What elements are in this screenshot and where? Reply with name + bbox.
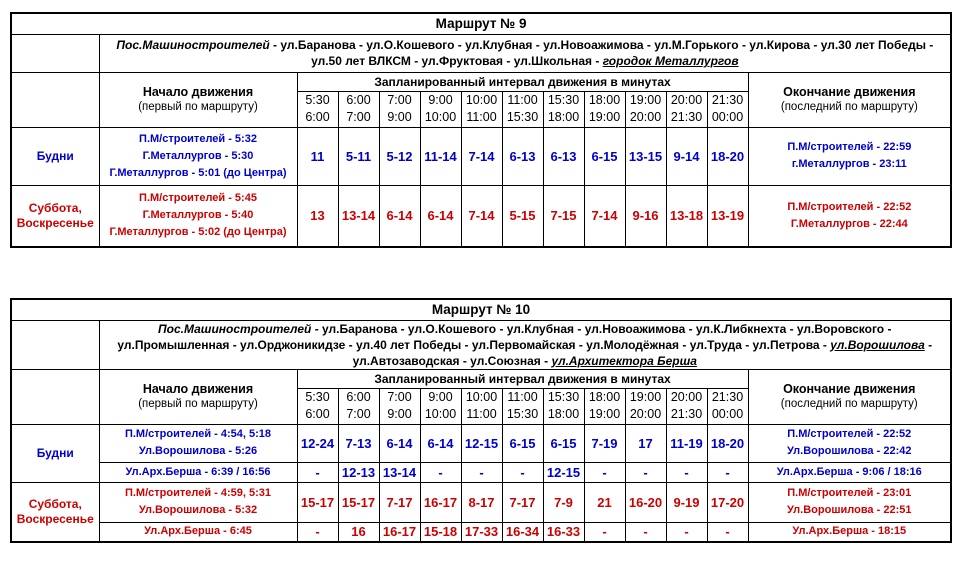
start-time-line: П.М/строителей - 5:32 — [139, 132, 257, 145]
interval-cell: 16-20 — [625, 482, 666, 522]
route-9-middle-streets: - ул.Баранова - ул.О.Кошевого - ул.Клубная - ул.Новоажимова - ул.М.Горького - ул.Кирова - ул.30 лет Победы - ул.50 лет ВЛКСМ - ул.Фруктовая - ул.Школьная - — [269, 38, 934, 68]
end-header-title: Окончание движения — [783, 382, 916, 396]
time-from: 7:00 — [387, 390, 412, 404]
weekend-end-times-bersha: Ул.Арх.Берша - 18:15 — [748, 522, 951, 542]
end-time-line: Ул.Ворошилова - 22:51 — [787, 504, 912, 516]
time-from: 10:00 — [465, 93, 498, 107]
interval-cell: 13-14 — [379, 462, 420, 482]
weekday-start-times — [99, 424, 297, 462]
interval-cell: - — [297, 522, 338, 542]
weekday-label: Будни — [11, 127, 99, 185]
end-header-title: Окончание движения — [783, 85, 916, 99]
route-9-description-row — [11, 34, 951, 72]
end-time-line: П.М/строителей - 22:52 — [787, 200, 912, 213]
time-from: 21:30 — [711, 93, 744, 107]
time-slot-header — [420, 388, 461, 424]
interval-cell: - — [707, 462, 748, 482]
weekday-end-times — [748, 127, 951, 185]
route-10-weekend-row-bersha — [11, 522, 951, 542]
interval-cell: 7-14 — [584, 185, 625, 247]
interval-cell: 6-14 — [420, 185, 461, 247]
start-time-line: Ул.Ворошилова - 5:26 — [138, 445, 258, 457]
time-slot-header — [584, 388, 625, 424]
time-slot-header — [666, 91, 707, 127]
interval-cell: - — [625, 462, 666, 482]
route-10-weekday-row-main — [11, 424, 951, 462]
time-from: 19:00 — [629, 390, 662, 404]
time-slot-header — [707, 91, 748, 127]
interval-cell: 9-16 — [625, 185, 666, 247]
route-9-weekday-row — [11, 127, 951, 185]
time-from: 15:30 — [547, 93, 580, 107]
route-10-start-point: Пос.Машиностроителей — [158, 321, 312, 336]
time-to: 9:00 — [387, 407, 412, 421]
weekday-end-times — [748, 424, 951, 462]
interval-cell: - — [461, 462, 502, 482]
interval-cell: 16-17 — [420, 482, 461, 522]
route-10-header-row — [11, 369, 951, 388]
interval-cell: 7-14 — [461, 127, 502, 185]
interval-cell: 6-15 — [543, 424, 584, 462]
time-slot-header — [461, 388, 502, 424]
interval-header: Запланированный интервал движения в минутах — [297, 369, 748, 388]
interval-cell: 7-13 — [338, 424, 379, 462]
time-slot-header — [420, 91, 461, 127]
time-to: 10:00 — [424, 407, 457, 421]
time-slot-header — [543, 91, 584, 127]
time-to: 00:00 — [711, 407, 744, 421]
interval-cell: 7-17 — [502, 482, 543, 522]
interval-cell: 11-14 — [420, 127, 461, 185]
interval-cell: 5-12 — [379, 127, 420, 185]
interval-cell: 21 — [584, 482, 625, 522]
interval-cell: 6-14 — [379, 424, 420, 462]
end-time-line: г.Металлургов - 23:11 — [791, 158, 907, 170]
interval-cell: 6-13 — [502, 127, 543, 185]
start-time-line: Г.Металлургов - 5:01 (до Центра) — [109, 166, 287, 179]
weekend-label-line: Воскресенье — [16, 215, 94, 230]
time-to: 00:00 — [711, 110, 744, 124]
interval-cell: 9-19 — [666, 482, 707, 522]
interval-cell: 12-15 — [461, 424, 502, 462]
start-time-line: П.М/строителей - 4:54, 5:18 — [124, 428, 272, 440]
interval-cell: 18-20 — [707, 127, 748, 185]
time-to: 9:00 — [387, 110, 412, 124]
interval-cell: 17 — [625, 424, 666, 462]
start-header-subtitle: (первый по маршруту) — [138, 101, 258, 113]
time-from: 5:30 — [305, 93, 330, 107]
weekend-label — [11, 482, 99, 542]
interval-cell: 17-20 — [707, 482, 748, 522]
end-time-line: П.М/строителей - 22:52 — [787, 428, 912, 440]
time-to: 20:00 — [629, 407, 662, 421]
weekend-end-times — [748, 185, 951, 247]
start-header-title: Начало движения — [142, 382, 254, 396]
time-from: 7:00 — [387, 93, 412, 107]
time-from: 20:00 — [670, 93, 703, 107]
route-9-end-point: городок Металлургов — [602, 54, 739, 68]
route-10-middle-streets: - ул.Баранова - ул.О.Кошевого - ул.Клубная - ул.Новоажимова - ул.К.Либкнехта - ул.Воровского - ул.Промышленная - ул.Орджоникидзе - ул.40 лет Победы - ул.Первомайская - ул.Молодёжная - ул.Труда - ул.Петрова - — [117, 321, 892, 352]
start-time-line: П.М/строителей - 5:45 — [139, 192, 257, 205]
interval-cell: 12-24 — [297, 424, 338, 462]
start-time-line: Г.Металлургов - 5:30 — [142, 149, 254, 162]
time-slot-header — [666, 388, 707, 424]
weekend-label-line: Суббота, — [28, 496, 82, 511]
time-to: 21:30 — [670, 110, 703, 124]
end-header-subtitle: (последний по маршруту) — [780, 398, 918, 410]
end-time-line: П.М/строителей - 22:59 — [787, 141, 912, 153]
interval-cell: - — [502, 462, 543, 482]
interval-cell: 9-14 — [666, 127, 707, 185]
interval-cell: 16 — [338, 522, 379, 542]
weekday-label: Будни — [11, 424, 99, 482]
route-10-title: Маршрут № 10 — [11, 299, 951, 320]
interval-cell: 17-33 — [461, 522, 502, 542]
time-from: 20:00 — [670, 390, 703, 404]
time-to: 11:00 — [466, 110, 497, 124]
interval-cell: 16-34 — [502, 522, 543, 542]
interval-cell: - — [666, 522, 707, 542]
time-to: 20:00 — [629, 110, 662, 124]
interval-cell: - — [625, 522, 666, 542]
start-time-line: П.М/строителей - 4:59, 5:31 — [124, 487, 272, 499]
route-10-description-row — [11, 320, 951, 369]
time-to: 15:30 — [506, 407, 539, 421]
time-slot-header — [502, 388, 543, 424]
route-10-weekday-row-bersha — [11, 462, 951, 482]
time-slot-header — [707, 388, 748, 424]
interval-cell: 11 — [297, 127, 338, 185]
time-from: 10:00 — [465, 390, 498, 404]
time-from: 21:30 — [711, 390, 744, 404]
time-slot-header — [502, 91, 543, 127]
interval-cell: 13-14 — [338, 185, 379, 247]
weekend-start-times-bersha: Ул.Арх.Берша - 6:45 — [99, 522, 297, 542]
interval-cell: 7-9 — [543, 482, 584, 522]
interval-cell: 7-19 — [584, 424, 625, 462]
time-from: 18:00 — [588, 390, 621, 404]
time-from: 19:00 — [629, 93, 662, 107]
start-header-subtitle: (первый по маршруту) — [138, 398, 258, 410]
time-slot-header — [338, 388, 379, 424]
route-9-title: Маршрут № 9 — [11, 13, 951, 34]
time-to: 19:00 — [588, 407, 621, 421]
interval-cell: 12-13 — [338, 462, 379, 482]
time-from: 6:00 — [346, 93, 371, 107]
interval-cell: - — [584, 462, 625, 482]
weekend-label — [11, 185, 99, 247]
start-time-line: Г.Металлургов - 5:02 (до Центра) — [109, 226, 287, 239]
weekend-end-times — [748, 482, 951, 522]
weekday-start-times-bersha: Ул.Арх.Берша - 6:39 / 16:56 — [99, 462, 297, 482]
interval-cell: 13-15 — [625, 127, 666, 185]
route-9-header-row — [11, 72, 951, 91]
interval-cell: 5-15 — [502, 185, 543, 247]
time-slot-header — [379, 91, 420, 127]
weekday-start-times — [99, 127, 297, 185]
interval-cell: - — [584, 522, 625, 542]
route-9-schedule-table — [10, 12, 952, 248]
end-time-line: Г.Металлургов - 22:44 — [790, 217, 908, 230]
interval-cell: 15-17 — [297, 482, 338, 522]
time-to: 21:30 — [670, 407, 703, 421]
interval-cell: 16-33 — [543, 522, 584, 542]
time-slot-header — [584, 91, 625, 127]
end-header-subtitle: (последний по маршруту) — [780, 101, 918, 113]
start-header — [99, 72, 297, 127]
weekend-label-line: Воскресенье — [16, 511, 94, 526]
interval-cell: 6-14 — [379, 185, 420, 247]
route-10-weekend-row-main — [11, 482, 951, 522]
time-to: 18:00 — [547, 110, 580, 124]
time-slot-header — [625, 91, 666, 127]
interval-cell: 5-11 — [338, 127, 379, 185]
time-slot-header — [625, 388, 666, 424]
time-to: 7:00 — [346, 110, 371, 124]
time-to: 7:00 — [346, 407, 371, 421]
interval-cell: 13-18 — [666, 185, 707, 247]
start-time-line: Ул.Ворошилова - 5:32 — [138, 504, 258, 516]
interval-cell: - — [420, 462, 461, 482]
interval-cell: - — [707, 522, 748, 542]
time-from: 18:00 — [588, 93, 621, 107]
interval-cell: 7-14 — [461, 185, 502, 247]
interval-cell: 11-19 — [666, 424, 707, 462]
start-header — [99, 369, 297, 424]
time-from: 5:30 — [305, 390, 330, 404]
time-from: 6:00 — [346, 390, 371, 404]
time-slot-header — [379, 388, 420, 424]
time-to: 11:00 — [466, 407, 497, 421]
interval-cell: 13-19 — [707, 185, 748, 247]
interval-cell: 6-14 — [420, 424, 461, 462]
route-9-title-row — [11, 13, 951, 34]
route-10-more-streets: - ул.Автозаводская - ул.Союзная - — [352, 337, 933, 368]
interval-cell: 12-15 — [543, 462, 584, 482]
route-10-voroshilova: ул.Ворошилова — [830, 337, 925, 352]
time-slot-header — [338, 91, 379, 127]
route-9-description — [99, 34, 951, 72]
end-time-line: П.М/строителей - 23:01 — [787, 487, 912, 499]
interval-cell: 7-15 — [543, 185, 584, 247]
interval-cell: 6-15 — [584, 127, 625, 185]
time-from: 11:00 — [507, 390, 538, 404]
interval-cell: 6-15 — [502, 424, 543, 462]
interval-cell: - — [297, 462, 338, 482]
route-10-title-row — [11, 299, 951, 320]
time-to: 10:00 — [424, 110, 457, 124]
time-from: 15:30 — [547, 390, 580, 404]
time-to: 19:00 — [588, 110, 621, 124]
interval-cell: 18-20 — [707, 424, 748, 462]
interval-cell: 16-17 — [379, 522, 420, 542]
time-to: 6:00 — [305, 407, 330, 421]
time-from: 11:00 — [507, 93, 538, 107]
time-from: 9:00 — [428, 93, 453, 107]
route-10-schedule-table — [10, 298, 952, 543]
start-time-line: Г.Металлургов - 5:40 — [142, 209, 254, 222]
end-time-line: Ул.Ворошилова - 22:42 — [787, 445, 912, 457]
empty-cell — [11, 320, 99, 369]
route-9-weekend-row — [11, 185, 951, 247]
route-9-start-point: Пос.Машиностроителей — [116, 38, 270, 52]
weekend-label-line: Суббота, — [28, 200, 82, 215]
interval-header: Запланированный интервал движения в минутах — [297, 72, 748, 91]
time-slot-header — [543, 388, 584, 424]
time-to: 18:00 — [547, 407, 580, 421]
interval-cell: 7-17 — [379, 482, 420, 522]
weekend-start-times — [99, 482, 297, 522]
interval-cell: 8-17 — [461, 482, 502, 522]
start-header-title: Начало движения — [142, 85, 254, 99]
interval-cell: - — [666, 462, 707, 482]
time-from: 9:00 — [428, 390, 453, 404]
weekend-start-times — [99, 185, 297, 247]
time-slot-header — [461, 91, 502, 127]
end-header — [748, 72, 951, 127]
interval-cell: 15-18 — [420, 522, 461, 542]
weekday-end-times-bersha: Ул.Арх.Берша - 9:06 / 18:16 — [748, 462, 951, 482]
time-slot-header — [297, 91, 338, 127]
time-slot-header — [297, 388, 338, 424]
route-10-end-point: ул.Архитектора Берша — [551, 353, 697, 368]
empty-cell — [11, 72, 99, 127]
time-to: 6:00 — [305, 110, 330, 124]
route-10-description — [99, 320, 951, 369]
empty-cell — [11, 34, 99, 72]
time-to: 15:30 — [506, 110, 539, 124]
interval-cell: 6-13 — [543, 127, 584, 185]
end-header — [748, 369, 951, 424]
interval-cell: 13 — [297, 185, 338, 247]
empty-cell — [11, 369, 99, 424]
interval-cell: 15-17 — [338, 482, 379, 522]
